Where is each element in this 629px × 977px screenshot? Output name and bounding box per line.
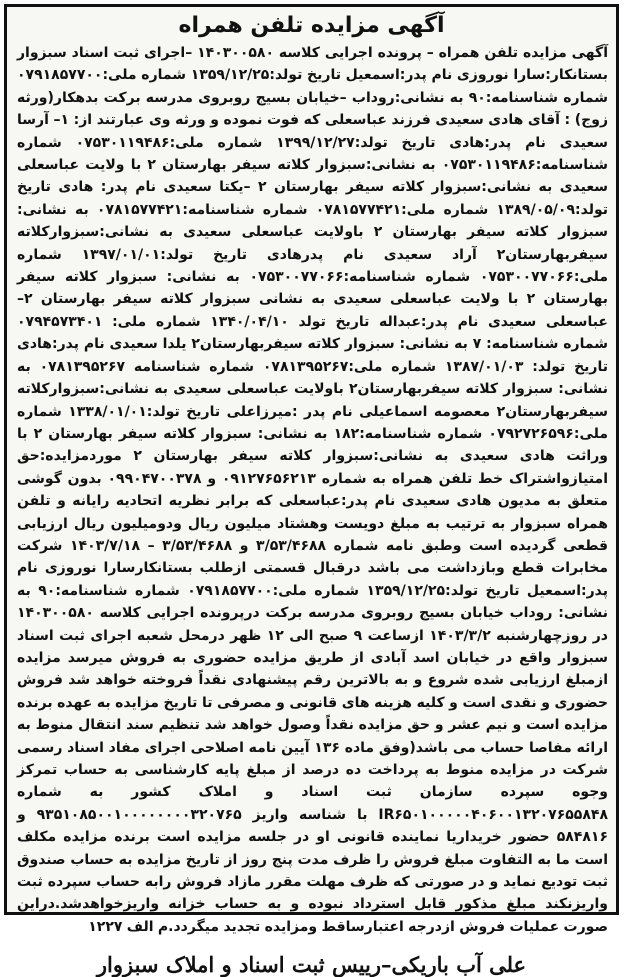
notice-signature: علی آب باریکی–رییس ثبت اسناد و املاک سبزوار [96, 952, 527, 977]
notice-frame [4, 4, 619, 977]
notice-title: آگهی مزایده تلفن همراه [178, 13, 445, 38]
notice-body: آگهی مزایده تلفن همراه – پرونده اجرایی کلاسه ۱۴۰۳۰۰۵۸۰ –اجرای ثبت اسناد سبزوار بستانکار:سارا نوروزی نام پدر:اسمعیل تاریخ تولد:۱۳۵۹/۱۲/۲۵ شماره ملی:۰۷۹۱۸۵۷۷۰۰ شماره شناسنامه:۹۰ به نشانی:روداب –خیابان بسیج روبروی مدرسه برکت بدهکار(ورثه زوج) : آقای هادی سعیدی فرزند عباسعلی که فوت نموده و ورثه وی عبارتند از: ۱– آرسا سعیدی نام پدر:هادی تاریخ تولد:۱۳۹۹/۱۲/۲۷ شماره ملی:۰۷۵۳۰۱۱۹۴۸۶ شماره شناسنامه:۰۷۵۳۰۱۱۹۴۸۶ به نشانی:سبزوار کلاته سیفر بهارستان ۲ با ولایت عباسعلی سعیدی به نشانی:سبزوار کلاته سیفر بهارستان ۲ –یکتا سعیدی نام پدر: هادی تاریخ تولد:۱۳۸۹/۰۵/۰۹ شماره ملی:۰۷۸۱۵۷۷۴۲۱ شماره شناسنامه:۰۷۸۱۵۷۷۴۲۱ به نشانی: سبزوار کلاته سیفر بهارستان ۲ باولایت عباسعلی سعیدی به نشانی:سبزوارکلاته سیفربهارستان۲ آراد سعیدی نام پدرهادی تاریخ تولد:۱۳۹۷/۰۱/۰۱ شماره ملی:۰۷۵۳۰۰۷۷۰۶۶ شماره شناسنامه:۰۷۵۳۰۰۷۷۰۶۶ به نشانی: سبزوار کلاته سیفر بهارستان ۲ با ولایت عباسعلی سعیدی به نشانی سبزوار کلاته سیفر بهارستان ۲– عباسعلی سعیدی نام پدر:عبداله تاریخ تولد ۱۳۴۰/۰۴/۱۰ شماره ملی: ۰۷۹۴۵۷۳۴۰۱ شماره شناسنامه: ۷ به نشانی: سبزوار کلاته سیفربهارستان۲ یلدا سعیدی نام پدر:هادی تاریخ تولد: ۱۳۸۷/۰۱/۰۳ شماره ملی:۰۷۸۱۳۹۵۲۶۷ شماره شناسنامه ۰۷۸۱۳۹۵۲۶۷ به نشانی: سبزوار کلاته سیفربهارستان۲ باولایت عباسعلی سعیدی به نشانی:سبزوارکلاته سیفربهارستان۲ معصومه اسماعیلی نام پدر :میرزاعلی تاریخ تولد:۱۳۳۸/۰۱/۰۱ شماره ملی:۰۷۹۲۷۲۶۵۹۶ شماره شناسنامه:۱۸۲ به نشانی: سبزوار کلاته سیفر بهارستان ۲ با وراثت هادی سعیدی به نشانی:سبزوار کلاته سیفر بهارستان ۲ موردمزایده:حق امتیازواشتراک خط تلفن همراه به شماره ۰۹۱۲۷۶۵۶۲۱۳ و ۰۹۹۰۴۷۰۰۳۷۸ بدون گوشی متعلق به مدیون هادی سعیدی نام پدر:عباسعلی که برابر نظریه اتحادیه رایانه و تلفن همراه سبزوار به ترتیب به مبلغ دویست وهشتاد میلیون ریال ودومیلیون ریال ارزیابی قطعی گردیده است وطبق نامه شماره ۳/۵۳/۴۶۸۸ و ۳/۵۳/۴۶۸۸ – ۱۴۰۳/۷/۱۸ شرکت مخابرات قطع وبازداشت می باشد درقبال قسمتی ازطلب بستانکارسارا نوروزی نام پدر:اسمعیل تاریخ تولد:۱۳۵۹/۱۲/۲۵ شماره ملی:۰۷۹۱۸۵۷۷۰۰ شماره شناسنامه:۹۰ به نشانی: روداب خیابان بسیج روبروی مدرسه برکت درپرونده اجرایی کلاسه ۱۴۰۳۰۰۵۸۰ در روزچهارشنبه ۱۴۰۳/۳/۲ ازساعت ۹ صبح الی ۱۲ ظهر درمحل شعبه اجرای ثبت اسناد سبزوار واقع در خیابان اسد آبادی از طریق مزایده حضوری به فروش میرسد مزایده ازمبلغ ارزیابی شده شروع و به بالاترین رقم پیشنهادی نقداً فروخته خواهد شد فروش حضوری و نقدی است و کلیه هزینه های قانونی و مصرفی تا تاریخ مزایده به عهده برنده مزایده است و نیم عشر و حق مزایده نقداً وصول خواهد شد تنظیم سند انتقال منوط به ارائه مفاصا حساب می باشد(وفق ماده ۱۳۶ آیین نامه اصلاحی اجرای مفاد اسناد رسمی شرکت در مزایده منوط به پرداخت ده درصد از مبلغ پایه کارشناسی به حساب تمرکز وجوه سپرده سازمان ثبت اسناد و املاک کشور به شماره IR۶۵۰۱۰۰۰۰۰۴۰۶۰۰۱۳۲۰۷۶۵۵۸۴۸ با شناسه واریز ۹۳۵۱۰۸۵۰۰۱۰۰۰۰۰۰۰۰۳۲۰۷۶۵ و ۵۸۴۸۱۶ حضور خریداریا نماینده قانونی او در جلسه مزایده است برنده مزایده مکلف است ما به التفاوت مبلغ فروش را ظرف مدت پنج روز از تاریخ مزایده به حساب صندوق ثبت تودیع نماید و در صورتی که ظرف مهلت مقرر مازاد فروش رابه حساب سپرده ثبت واریزنکند مبلغ مذکور قابل استرداد نبوده و به حساب خزانه واریزخواهدشد.دراین صورت عملیات فروش ازدرجه اعتبارساقط ومزایده تجدید میگردد.م الف ۱۲۲۷ [17, 45, 609, 935]
